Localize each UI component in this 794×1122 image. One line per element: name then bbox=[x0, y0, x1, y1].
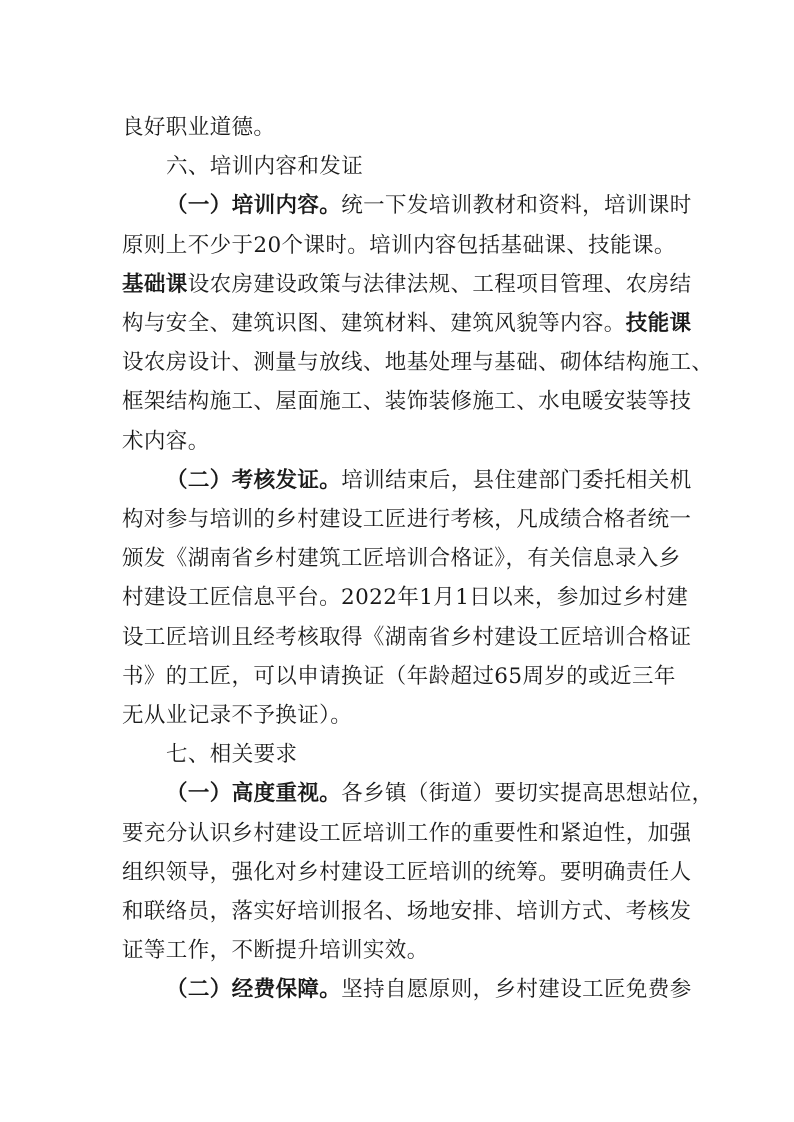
heading-text: 六、培训内容和发证 bbox=[166, 154, 364, 180]
text: 组织领导，强化对乡村建设工匠培训的统筹。要明确责任人 bbox=[122, 859, 692, 885]
paragraph-line bbox=[122, 422, 684, 461]
text: 原则上不少于20个课时。培训内容包括基础课、技能课。 bbox=[122, 232, 676, 258]
text: 各乡镇（街道）要切实提高思想站位， bbox=[341, 781, 714, 807]
paragraph-line bbox=[122, 343, 714, 382]
paragraph-line bbox=[122, 814, 692, 853]
heading-text: 七、相关要求 bbox=[166, 742, 298, 768]
paragraph-line bbox=[122, 539, 684, 578]
paragraph-continuation-line bbox=[122, 108, 684, 147]
paragraph-attention-line bbox=[122, 774, 714, 813]
text: 良好职业道德。 bbox=[122, 115, 276, 140]
text: 书》的工匠，可以申请换证（年龄超过65周岁的或近三年 bbox=[122, 663, 676, 689]
bold-term-skill-course: 技能课 bbox=[625, 311, 692, 337]
subheading-assessment: （二）考核发证。 bbox=[166, 467, 342, 493]
subheading-high-attention: （一）高度重视。 bbox=[166, 781, 342, 807]
text: 构对参与培训的乡村建设工匠进行考核，凡成绩合格者统一 bbox=[122, 507, 692, 533]
text: 设农房设计、测量与放线、地基处理与基础、砌体结构施工、 bbox=[122, 350, 714, 376]
paragraph-assessment-line bbox=[122, 461, 692, 500]
text: 统一下发培训教材和资料，培训课时 bbox=[341, 193, 692, 219]
bold-term-basic-course: 基础课 bbox=[122, 271, 188, 297]
text: 和联络员，落实好培训报名、场地安排、培训方式、考核发 bbox=[122, 899, 692, 925]
paragraph-line bbox=[122, 304, 692, 343]
text: 培训结束后，县住建部门委托相关机 bbox=[341, 467, 692, 493]
paragraph-line bbox=[122, 226, 684, 265]
subheading-funding: （二）经费保障。 bbox=[166, 977, 342, 1003]
text: 颁发《湖南省乡村建筑工匠培训合格证》，有关信息录入乡 bbox=[122, 546, 681, 572]
text: 构与安全、建筑识图、建筑材料、建筑风貌等内容。 bbox=[122, 311, 626, 337]
paragraph-line bbox=[122, 657, 684, 696]
paragraph-line bbox=[122, 382, 692, 421]
text: 无从业记录不予换证）。 bbox=[122, 703, 353, 729]
paragraph-line bbox=[122, 892, 692, 931]
paragraph-line bbox=[122, 500, 692, 539]
document-body bbox=[122, 108, 714, 1010]
paragraph-line bbox=[122, 696, 684, 735]
paragraph-training-content-line bbox=[122, 186, 692, 225]
paragraph-line bbox=[122, 618, 692, 657]
subheading-training-content: （一）培训内容。 bbox=[166, 193, 342, 219]
text: 村建设工匠信息平台。2022年1月1日以来，参加过乡村建 bbox=[122, 585, 689, 611]
text: 坚持自愿原则，乡村建设工匠免费参 bbox=[341, 977, 692, 1003]
text: 证等工作，不断提升培训实效。 bbox=[122, 938, 429, 964]
text: 设农房建设政策与法律法规、工程项目管理、农房结 bbox=[187, 271, 692, 297]
section-heading-seven bbox=[122, 735, 684, 774]
text: 设工匠培训且经考核取得《湖南省乡村建设工匠培训合格证 bbox=[122, 624, 692, 650]
paragraph-line bbox=[122, 853, 692, 892]
text: 术内容。 bbox=[122, 428, 210, 454]
paragraph-line bbox=[122, 265, 692, 304]
paragraph-line bbox=[122, 578, 689, 617]
paragraph-funding-line bbox=[122, 970, 692, 1009]
section-heading-six bbox=[122, 147, 684, 186]
text: 框架结构施工、屋面施工、装饰装修施工、水电暖安装等技 bbox=[122, 389, 692, 415]
text: 要充分认识乡村建设工匠培训工作的重要性和紧迫性，加强 bbox=[122, 820, 692, 846]
paragraph-line bbox=[122, 931, 684, 970]
